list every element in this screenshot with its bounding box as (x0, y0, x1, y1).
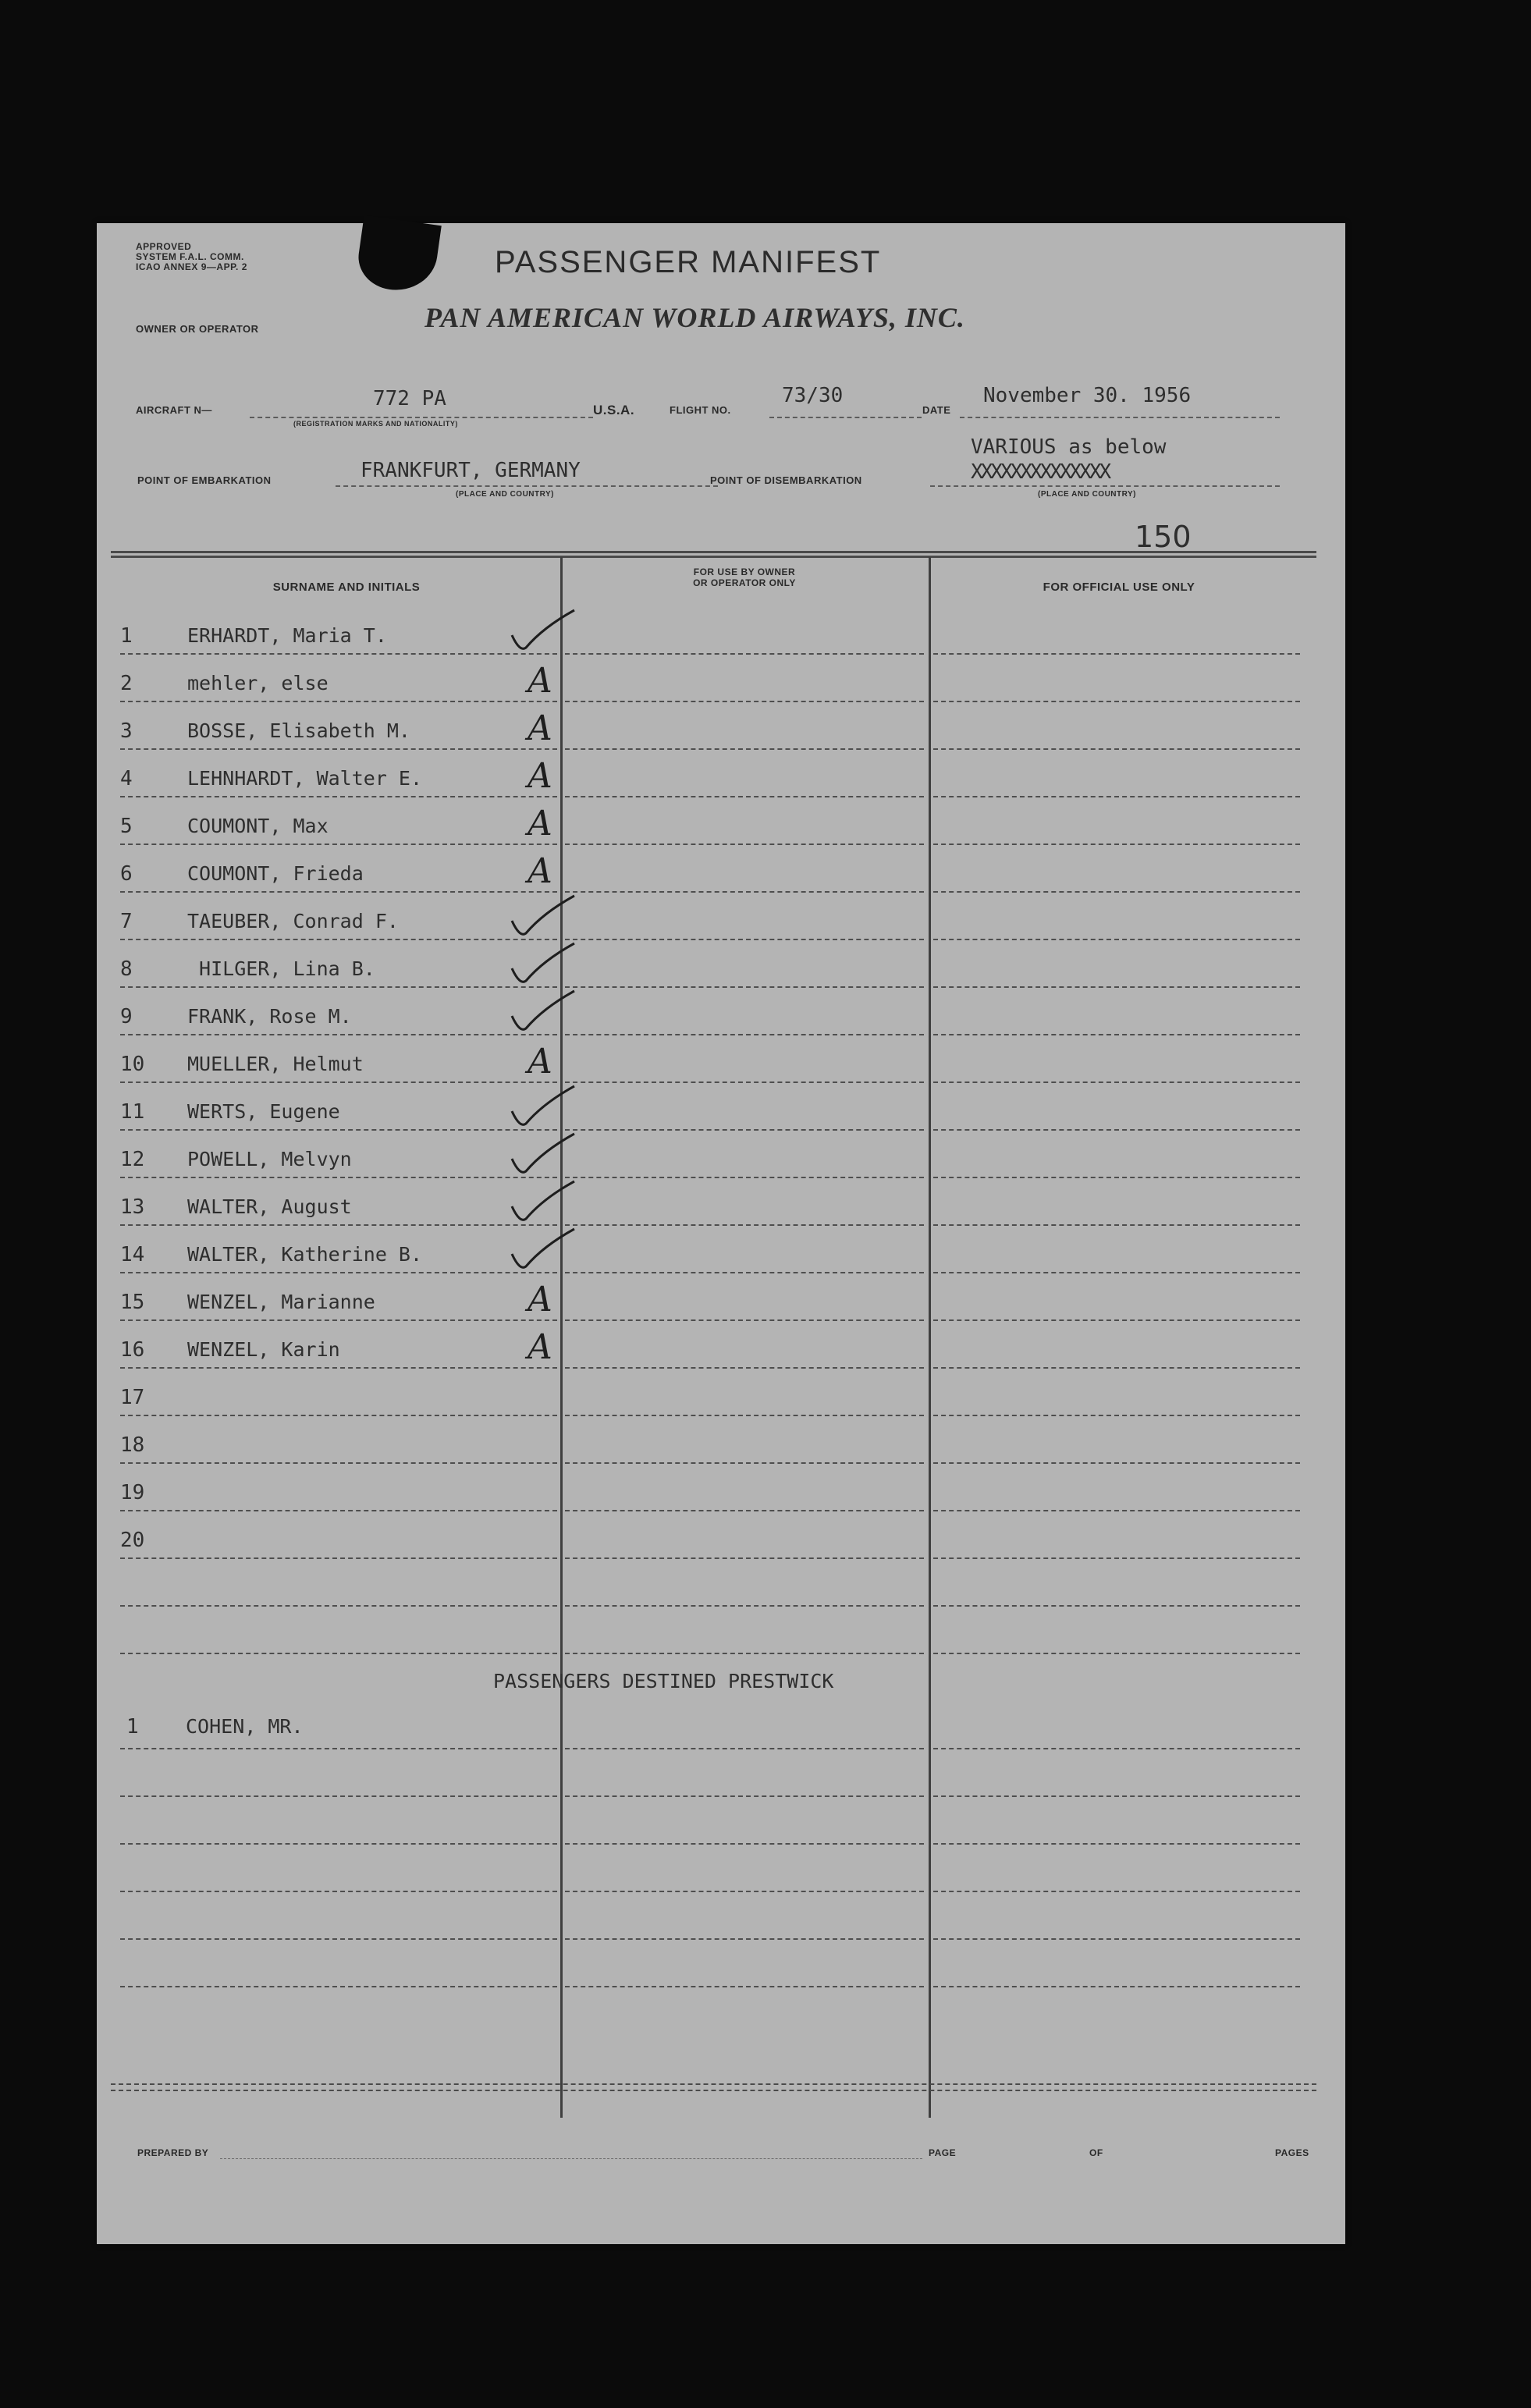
official-column-header: FOR OFFICIAL USE ONLY (1043, 581, 1195, 594)
table-top-rule (111, 551, 1316, 553)
aircraft-value: 772 PA (373, 387, 446, 410)
owner-column-header (565, 566, 924, 588)
passenger-number: 1 (120, 624, 133, 648)
prepared-by-line (220, 2158, 922, 2159)
column-divider (929, 557, 931, 2118)
owner-column-header-line: OR OPERATOR ONLY (693, 577, 796, 588)
prestwick-heading: PASSENGERS DESTINED PRESTWICK (493, 1670, 834, 1692)
row-rule (565, 1081, 924, 1083)
row-rule (565, 1129, 924, 1131)
passenger-number: 9 (120, 1005, 133, 1028)
usa-label: U.S.A. (593, 403, 635, 417)
row-rule (565, 844, 924, 845)
row-rule (933, 891, 1300, 893)
passenger-number: 13 (120, 1195, 145, 1219)
passenger-number: 6 (120, 862, 133, 886)
handwritten-mark: A (528, 1042, 552, 1081)
passenger-number: 5 (120, 815, 133, 838)
passenger-number: 17 (120, 1386, 145, 1409)
row-rule (565, 796, 924, 797)
row-rule (565, 1557, 924, 1559)
row-rule (933, 701, 1300, 702)
row-rule (933, 748, 1300, 750)
manifest-form (97, 223, 1345, 2244)
approval-line: APPROVED (136, 241, 192, 252)
handwritten-mark: A (528, 1280, 552, 1319)
handwritten-mark: A (528, 1327, 552, 1367)
row-rule (565, 1034, 924, 1035)
pages-label: PAGES (1275, 2147, 1309, 2158)
row-rule (933, 1034, 1300, 1035)
table-top-rule (111, 556, 1316, 558)
passenger-name: TAEUBER, Conrad F. (187, 910, 399, 932)
passenger-name: BOSSE, Elisabeth M. (187, 719, 410, 742)
passenger-number: 18 (120, 1433, 145, 1457)
row-rule (933, 844, 1300, 845)
passenger-number: 7 (120, 910, 133, 933)
row-rule (565, 1843, 924, 1845)
owner-column-header-line: FOR USE BY OWNER (693, 566, 796, 577)
passenger-name: FRANK, Rose M. (187, 1005, 352, 1028)
handwritten-mark: A (528, 756, 552, 796)
passenger-name: MUELLER, Helmut (187, 1053, 364, 1075)
row-rule (933, 1748, 1300, 1749)
row-rule (933, 1367, 1300, 1369)
row-rule (565, 1462, 924, 1464)
row-rule (120, 986, 557, 988)
row-rule (933, 1510, 1300, 1511)
aircraft-line (250, 417, 593, 418)
row-rule (933, 1415, 1300, 1416)
registration-caption: (REGISTRATION MARKS AND NATIONALITY) (293, 420, 458, 428)
passenger-number: 15 (120, 1291, 145, 1314)
row-rule (120, 1319, 557, 1321)
row-rule (565, 1748, 924, 1749)
row-rule (933, 653, 1300, 655)
passenger-name: WALTER, August (187, 1195, 352, 1218)
date-line (960, 417, 1280, 418)
row-rule (565, 939, 924, 940)
row-rule (933, 1653, 1300, 1654)
passenger-number: 10 (120, 1053, 145, 1076)
row-rule (933, 1986, 1300, 1987)
row-rule (120, 1177, 557, 1178)
date-label: DATE (922, 404, 951, 416)
aircraft-label: AIRCRAFT N— (136, 404, 212, 416)
row-rule (565, 1415, 924, 1416)
row-rule (120, 653, 557, 655)
prestwick-name: COHEN, MR. (186, 1715, 304, 1738)
row-rule (565, 1605, 924, 1607)
embarkation-label: POINT OF EMBARKATION (137, 474, 272, 486)
row-rule (565, 701, 924, 702)
row-rule (933, 1938, 1300, 1940)
row-rule (120, 1224, 557, 1226)
of-label: OF (1089, 2147, 1103, 2158)
embarkation-value: FRANKFURT, GERMANY (361, 459, 581, 482)
row-rule (933, 1605, 1300, 1607)
row-rule (120, 701, 557, 702)
row-rule (565, 1891, 924, 1892)
page-label: PAGE (929, 2147, 957, 2158)
passenger-number: 20 (120, 1529, 145, 1552)
row-rule (565, 1938, 924, 1940)
approval-line: SYSTEM F.A.L. COMM. (136, 251, 244, 262)
handwritten-mark: A (528, 661, 552, 701)
row-rule (565, 1367, 924, 1369)
row-rule (933, 1177, 1300, 1178)
row-rule (565, 1177, 924, 1178)
passenger-name: WENZEL, Marianne (187, 1291, 375, 1313)
row-rule (120, 1462, 557, 1464)
airline-name: PAN AMERICAN WORLD AIRWAYS, INC. (424, 302, 965, 333)
flight-label: FLIGHT NO. (670, 404, 731, 416)
row-rule (933, 1462, 1300, 1464)
row-rule (120, 1034, 557, 1035)
row-rule (120, 891, 557, 893)
passenger-number: 19 (120, 1481, 145, 1504)
date-value: November 30. 1956 (983, 384, 1192, 407)
surname-column-header: SURNAME AND INITIALS (272, 581, 421, 594)
torn-corner (354, 215, 442, 295)
row-rule (933, 986, 1300, 988)
row-rule (933, 796, 1300, 797)
passenger-name: mehler, else (187, 672, 329, 694)
row-rule (120, 1748, 557, 1749)
row-rule (120, 1272, 557, 1273)
row-rule (120, 1557, 557, 1559)
row-rule (120, 1129, 557, 1131)
passenger-name: POWELL, Melvyn (187, 1148, 352, 1170)
row-rule (933, 1795, 1300, 1797)
disembarkation-label: POINT OF DISEMBARKATION (710, 474, 862, 486)
row-rule (120, 939, 557, 940)
passenger-name: ERHARDT, Maria T. (187, 624, 387, 647)
handwritten-mark: A (528, 851, 552, 891)
row-rule (933, 1557, 1300, 1559)
prepared-by-label: PREPARED BY (137, 2147, 209, 2158)
row-rule (933, 1891, 1300, 1892)
disembarkation-line (930, 485, 1280, 487)
row-rule (120, 1653, 557, 1654)
column-divider (560, 557, 563, 2118)
row-rule (565, 1272, 924, 1273)
row-rule (933, 939, 1300, 940)
passenger-name: COUMONT, Max (187, 815, 329, 837)
row-rule (120, 1843, 557, 1845)
flight-line (769, 417, 922, 418)
row-rule (565, 1224, 924, 1226)
form-title: PASSENGER MANIFEST (495, 245, 882, 279)
prestwick-number: 1 (126, 1715, 139, 1739)
handwritten-mark: A (528, 804, 552, 844)
passenger-name: HILGER, Lina B. (187, 957, 375, 980)
disembarkation-value: VARIOUS as below (971, 435, 1167, 459)
disembarkation-struck: XXXXXXXXXXXXXX (971, 460, 1110, 484)
approval-line: ICAO ANNEX 9—APP. 2 (136, 261, 247, 272)
row-rule (565, 653, 924, 655)
passenger-number: 2 (120, 672, 133, 695)
passenger-number: 14 (120, 1243, 145, 1266)
passenger-name: WALTER, Katherine B. (187, 1243, 423, 1266)
row-rule (120, 1938, 557, 1940)
row-rule (565, 891, 924, 893)
passenger-number: 12 (120, 1148, 145, 1171)
passenger-number: 8 (120, 957, 133, 981)
row-rule (565, 1653, 924, 1654)
embarkation-line (336, 485, 718, 487)
embarkation-caption: (PLACE AND COUNTRY) (456, 490, 554, 499)
row-rule (565, 1795, 924, 1797)
row-rule (933, 1129, 1300, 1131)
row-rule (120, 1986, 557, 1987)
passenger-name: LEHNHARDT, Walter E. (187, 767, 423, 790)
passenger-number: 4 (120, 767, 133, 790)
owner-label: OWNER OR OPERATOR (136, 323, 259, 335)
table-bottom-rule (111, 2090, 1316, 2091)
row-rule (565, 1319, 924, 1321)
passenger-number: 16 (120, 1338, 145, 1362)
row-rule (120, 1795, 557, 1797)
row-rule (933, 1272, 1300, 1273)
passenger-name: WERTS, Eugene (187, 1100, 340, 1123)
handwritten-mark: A (528, 709, 552, 748)
row-rule (120, 796, 557, 797)
row-rule (120, 748, 557, 750)
row-rule (565, 748, 924, 750)
approval-note (136, 242, 247, 272)
row-rule (120, 1605, 557, 1607)
stamp-number: 150 (1135, 520, 1192, 554)
passenger-name: COUMONT, Frieda (187, 862, 364, 885)
row-rule (933, 1843, 1300, 1845)
flight-value: 73/30 (782, 384, 844, 407)
row-rule (120, 1510, 557, 1511)
row-rule (933, 1319, 1300, 1321)
disembarkation-caption: (PLACE AND COUNTRY) (1038, 490, 1136, 499)
row-rule (565, 1986, 924, 1987)
row-rule (120, 1081, 557, 1083)
row-rule (120, 1891, 557, 1892)
table-bottom-rule (111, 2083, 1316, 2085)
passenger-number: 3 (120, 719, 133, 743)
row-rule (565, 1510, 924, 1511)
passenger-name: WENZEL, Karin (187, 1338, 340, 1361)
row-rule (120, 844, 557, 845)
row-rule (120, 1367, 557, 1369)
passenger-number: 11 (120, 1100, 145, 1124)
row-rule (933, 1224, 1300, 1226)
row-rule (933, 1081, 1300, 1083)
row-rule (120, 1415, 557, 1416)
row-rule (565, 986, 924, 988)
